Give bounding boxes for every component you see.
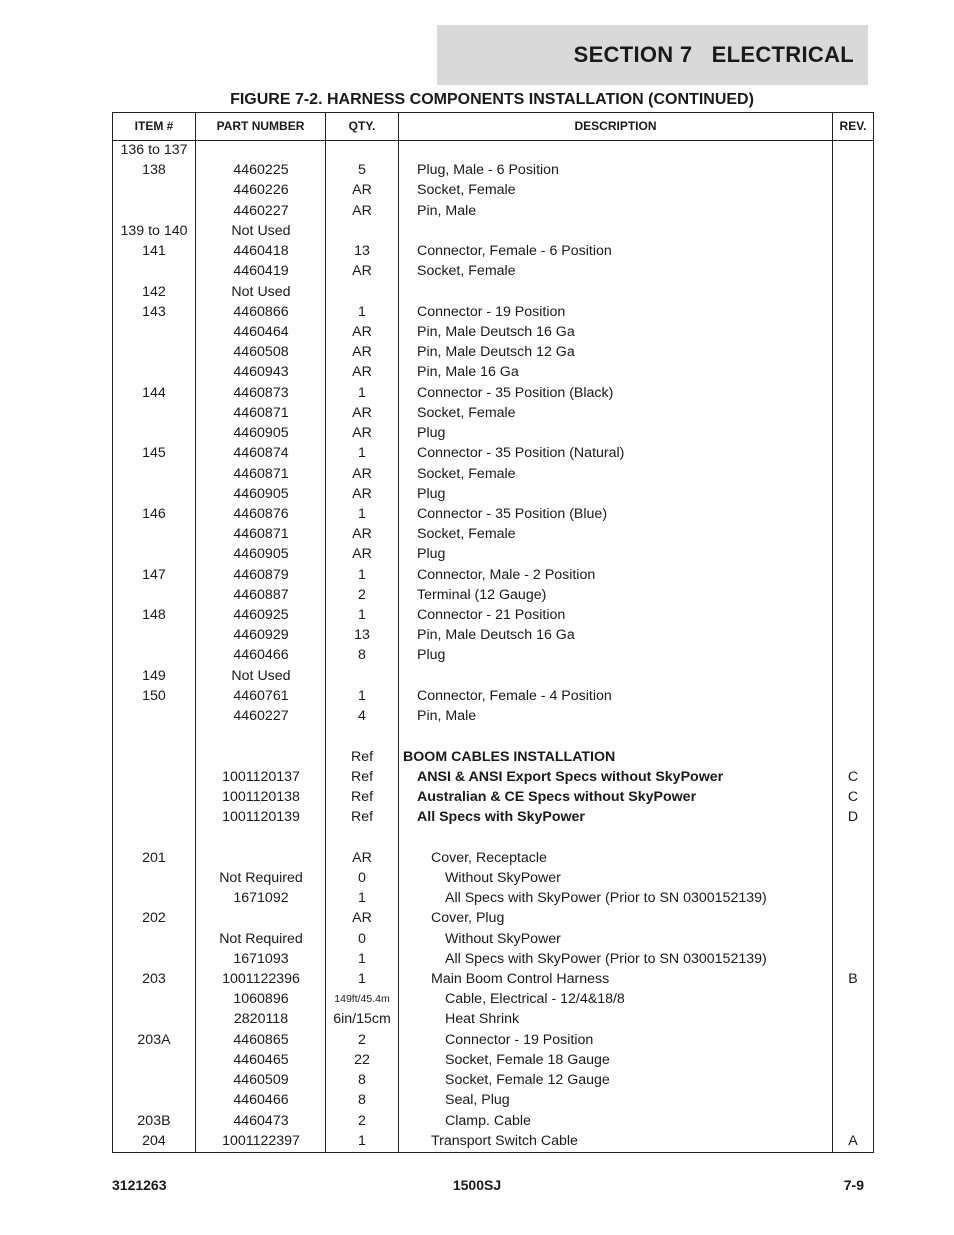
revision: B	[848, 970, 858, 987]
quantity: AR	[352, 202, 372, 219]
item-number: 203A	[137, 1031, 171, 1048]
quantity: 2	[358, 1031, 366, 1048]
part-number: 4460879	[233, 566, 289, 583]
description: All Specs with SkyPower	[417, 809, 585, 826]
header-qty: QTY.	[348, 119, 376, 133]
part-number: 4460929	[233, 627, 289, 644]
quantity: 5	[358, 162, 366, 179]
model-name: 1500SJ	[452, 1177, 502, 1193]
description: Connector - 19 Position	[417, 303, 566, 320]
header-description: DESCRIPTION	[574, 119, 657, 133]
part-number: 4460473	[233, 1112, 289, 1129]
quantity: AR	[352, 546, 372, 563]
description: Terminal (12 Gauge)	[417, 586, 547, 603]
part-number: 4460887	[233, 586, 289, 603]
table-row	[113, 221, 873, 241]
table-row	[113, 1009, 873, 1029]
item-number: 144	[142, 384, 166, 401]
description: All Specs with SkyPower (Prior to SN 0300152139)	[445, 890, 767, 907]
part-number: 4460418	[233, 243, 289, 260]
part-number: 4460508	[233, 344, 289, 361]
table-row	[113, 484, 873, 504]
part-number: Not Used	[231, 667, 291, 684]
part-number: 4460874	[233, 445, 289, 462]
description: Socket, Female	[417, 263, 516, 280]
table-row	[113, 969, 873, 989]
table-body	[113, 140, 873, 1151]
description: Main Boom Control Harness	[431, 970, 610, 987]
part-number: Not Required	[219, 930, 303, 947]
item-number: 203	[142, 970, 166, 987]
doc-number: 3121263	[112, 1177, 167, 1193]
quantity: 8	[358, 1092, 366, 1109]
quantity: AR	[352, 364, 372, 381]
table-row	[113, 261, 873, 281]
table-row	[113, 888, 873, 908]
part-number: 4460465	[233, 1051, 289, 1068]
table-row	[113, 605, 873, 625]
description: Plug, Male - 6 Position	[417, 162, 559, 179]
description: Connector - 35 Position (Natural)	[417, 445, 625, 462]
table-row	[113, 1131, 873, 1151]
description: Cover, Plug	[431, 910, 505, 927]
table-row	[113, 767, 873, 787]
item-number: 142	[142, 283, 166, 300]
table-row	[113, 302, 873, 322]
item-number: 201	[142, 849, 166, 866]
parts-table	[112, 112, 874, 1153]
quantity: 2	[358, 586, 366, 603]
description: Cover, Receptacle	[431, 849, 547, 866]
revision: A	[848, 1132, 858, 1149]
description: Pin, Male Deutsch 12 Ga	[417, 344, 575, 361]
quantity: AR	[352, 425, 372, 442]
table-row	[113, 645, 873, 665]
table-row	[113, 686, 873, 706]
description: Pin, Male	[417, 202, 477, 219]
description: Connector, Female - 6 Position	[417, 243, 612, 260]
table-row	[113, 464, 873, 484]
table-row	[113, 747, 873, 767]
part-number: 4460464	[233, 323, 289, 340]
part-number: 1671093	[233, 950, 289, 967]
part-number: 4460871	[233, 526, 289, 543]
description: Plug	[417, 647, 446, 664]
description: Pin, Male Deutsch 16 Ga	[417, 323, 575, 340]
table-row	[113, 140, 873, 160]
quantity: 8	[358, 1072, 366, 1089]
quantity: AR	[352, 526, 372, 543]
revision: C	[847, 789, 859, 805]
description: Heat Shrink	[445, 1011, 520, 1028]
part-number: 1001122396	[222, 970, 300, 987]
description: Connector, Male - 2 Position	[417, 566, 596, 583]
quantity: 13	[354, 243, 370, 260]
table-row	[113, 403, 873, 423]
part-number: 4460866	[233, 303, 289, 320]
item-number: 143	[142, 303, 166, 320]
quantity: 6in/15cm	[333, 1011, 391, 1028]
table-row	[113, 241, 873, 261]
quantity: 22	[354, 1051, 370, 1068]
table-row	[113, 342, 873, 362]
part-number: 4460871	[233, 465, 289, 482]
description: All Specs with SkyPower (Prior to SN 0300152139)	[445, 950, 767, 967]
description: Plug	[417, 546, 446, 563]
description: Australian & CE Specs without SkyPower	[417, 789, 697, 805]
part-number: 4460466	[233, 1092, 289, 1109]
quantity: AR	[352, 182, 372, 199]
part-number: 1671092	[233, 890, 289, 907]
table-row	[113, 1090, 873, 1110]
table-row	[113, 504, 873, 524]
description: Socket, Female 18 Gauge	[445, 1051, 610, 1068]
description: Connector - 35 Position (Black)	[417, 384, 614, 401]
table-row	[113, 1070, 873, 1090]
table-row	[113, 726, 873, 746]
item-number: 150	[142, 687, 166, 704]
part-number: Not Used	[231, 222, 291, 239]
table-row	[113, 322, 873, 342]
part-number: 1001120137	[222, 768, 300, 785]
description: Clamp. Cable	[445, 1112, 531, 1129]
part-number: 4460226	[233, 182, 289, 199]
quantity: AR	[352, 263, 372, 280]
table-row	[113, 201, 873, 221]
table-row	[113, 666, 873, 686]
description: Socket, Female 12 Gauge	[445, 1072, 610, 1089]
header-rev: REV.	[839, 119, 867, 133]
item-number: 146	[142, 505, 166, 522]
revision: D	[847, 809, 859, 826]
quantity: 1	[358, 950, 366, 967]
section-header	[437, 25, 868, 85]
description: Socket, Female	[417, 404, 516, 421]
part-number: 4460225	[233, 162, 289, 179]
description: ANSI & ANSI Export Specs without SkyPower	[417, 768, 724, 785]
quantity: 1	[358, 890, 366, 907]
item-number: 147	[142, 566, 166, 583]
quantity: AR	[352, 344, 372, 361]
description: Plug	[417, 485, 446, 502]
quantity: Ref	[350, 748, 374, 765]
part-number: 4460905	[233, 485, 289, 502]
quantity: AR	[352, 323, 372, 340]
quantity: 1	[358, 607, 366, 624]
table-row	[113, 362, 873, 382]
table-row	[113, 585, 873, 605]
quantity: 149ft/45.4m	[334, 993, 390, 1006]
part-number: Not Used	[231, 283, 291, 300]
table-row	[113, 524, 873, 544]
part-number: 4460905	[233, 425, 289, 442]
item-number: 148	[142, 607, 166, 624]
description: Pin, Male	[417, 708, 477, 725]
item-number: 141	[142, 243, 166, 260]
description: Pin, Male Deutsch 16 Ga	[417, 627, 575, 644]
table-row	[113, 160, 873, 180]
table-row	[113, 908, 873, 928]
description: BOOM CABLES INSTALLATION	[403, 748, 616, 765]
part-number: 4460466	[233, 647, 289, 664]
item-number: 204	[142, 1132, 166, 1149]
part-number: 4460925	[233, 607, 289, 624]
description: Pin, Male 16 Ga	[417, 364, 519, 381]
quantity: 1	[358, 687, 366, 704]
quantity: 1	[358, 1132, 366, 1149]
part-number: 4460227	[233, 202, 289, 219]
part-number: 4460227	[233, 708, 289, 725]
description: Connector - 35 Position (Blue)	[417, 505, 608, 522]
description: Connector - 21 Position	[417, 607, 566, 624]
table-row	[113, 787, 873, 807]
description: Cable, Electrical - 12/4&18/8	[445, 991, 625, 1008]
item-number: 138	[142, 162, 166, 179]
quantity: 1	[358, 445, 366, 462]
part-number: 4460873	[233, 384, 289, 401]
revision: C	[847, 768, 859, 785]
table-row	[113, 929, 873, 949]
quantity: AR	[352, 910, 372, 927]
page-number: 7-9	[843, 1177, 864, 1193]
item-number: 149	[142, 667, 166, 684]
section-title: SECTION 7 ELECTRICAL	[573, 42, 854, 67]
table-row	[113, 1030, 873, 1050]
part-number: 1060896	[233, 991, 289, 1008]
quantity: 8	[358, 647, 366, 664]
part-number: 4460761	[233, 687, 289, 704]
quantity: AR	[352, 485, 372, 502]
item-number: 136 to 137	[120, 142, 188, 158]
part-number: 4460876	[233, 505, 289, 522]
quantity: 1	[358, 384, 366, 401]
item-number: 203B	[137, 1112, 171, 1129]
table-row	[113, 180, 873, 200]
part-number: 1001120138	[222, 789, 300, 805]
table-row	[113, 443, 873, 463]
part-number: 4460509	[233, 1072, 289, 1089]
description: Connector - 19 Position	[445, 1031, 594, 1048]
table-row	[113, 1111, 873, 1131]
quantity: 0	[358, 930, 366, 947]
quantity: 0	[358, 869, 366, 886]
description: Plug	[417, 425, 446, 442]
table-row	[113, 565, 873, 585]
part-number: 4460419	[233, 263, 289, 280]
quantity: 13	[354, 627, 370, 644]
table-row	[113, 868, 873, 888]
table-row	[113, 625, 873, 645]
description: Socket, Female	[417, 526, 516, 543]
quantity: 1	[358, 505, 366, 522]
quantity: Ref	[350, 789, 374, 805]
table-row	[113, 989, 873, 1009]
part-number: 4460865	[233, 1031, 289, 1048]
description: Connector, Female - 4 Position	[417, 687, 612, 704]
description: Without SkyPower	[445, 930, 561, 947]
table-row	[113, 827, 873, 847]
part-number: 2820118	[233, 1011, 289, 1028]
quantity: 1	[358, 566, 366, 583]
quantity: 2	[358, 1112, 366, 1129]
quantity: AR	[352, 465, 372, 482]
quantity: 1	[358, 303, 366, 320]
quantity: 4	[358, 708, 366, 725]
description: Without SkyPower	[445, 869, 561, 886]
table-row	[113, 949, 873, 969]
quantity: AR	[352, 849, 372, 866]
quantity: Ref	[350, 768, 374, 785]
header-item: ITEM #	[134, 119, 174, 133]
header-part-number: PART NUMBER	[216, 119, 305, 133]
item-number: 202	[142, 910, 166, 927]
table-row	[113, 423, 873, 443]
part-number: 1001122397	[222, 1132, 300, 1149]
table-row	[113, 282, 873, 302]
part-number: 1001120139	[222, 809, 300, 826]
table-row	[113, 848, 873, 868]
part-number: 4460905	[233, 546, 289, 563]
description: Socket, Female	[417, 465, 516, 482]
description: Socket, Female	[417, 182, 516, 199]
item-number: 139 to 140	[120, 222, 188, 239]
part-number: 4460871	[233, 404, 289, 421]
description: Seal, Plug	[445, 1092, 510, 1109]
table-row	[113, 383, 873, 403]
table-row	[113, 706, 873, 726]
description: Transport Switch Cable	[431, 1132, 578, 1149]
quantity: 1	[358, 970, 366, 987]
figure-title: FIGURE 7-2. HARNESS COMPONENTS INSTALLATION (CONTINUED)	[230, 91, 754, 108]
part-number: Not Required	[219, 869, 303, 886]
table-row	[113, 1050, 873, 1070]
part-number: 4460943	[233, 364, 289, 381]
quantity: Ref	[350, 809, 374, 826]
quantity: AR	[352, 404, 372, 421]
table-row	[113, 807, 873, 827]
item-number: 145	[142, 445, 166, 462]
table-row	[113, 544, 873, 564]
